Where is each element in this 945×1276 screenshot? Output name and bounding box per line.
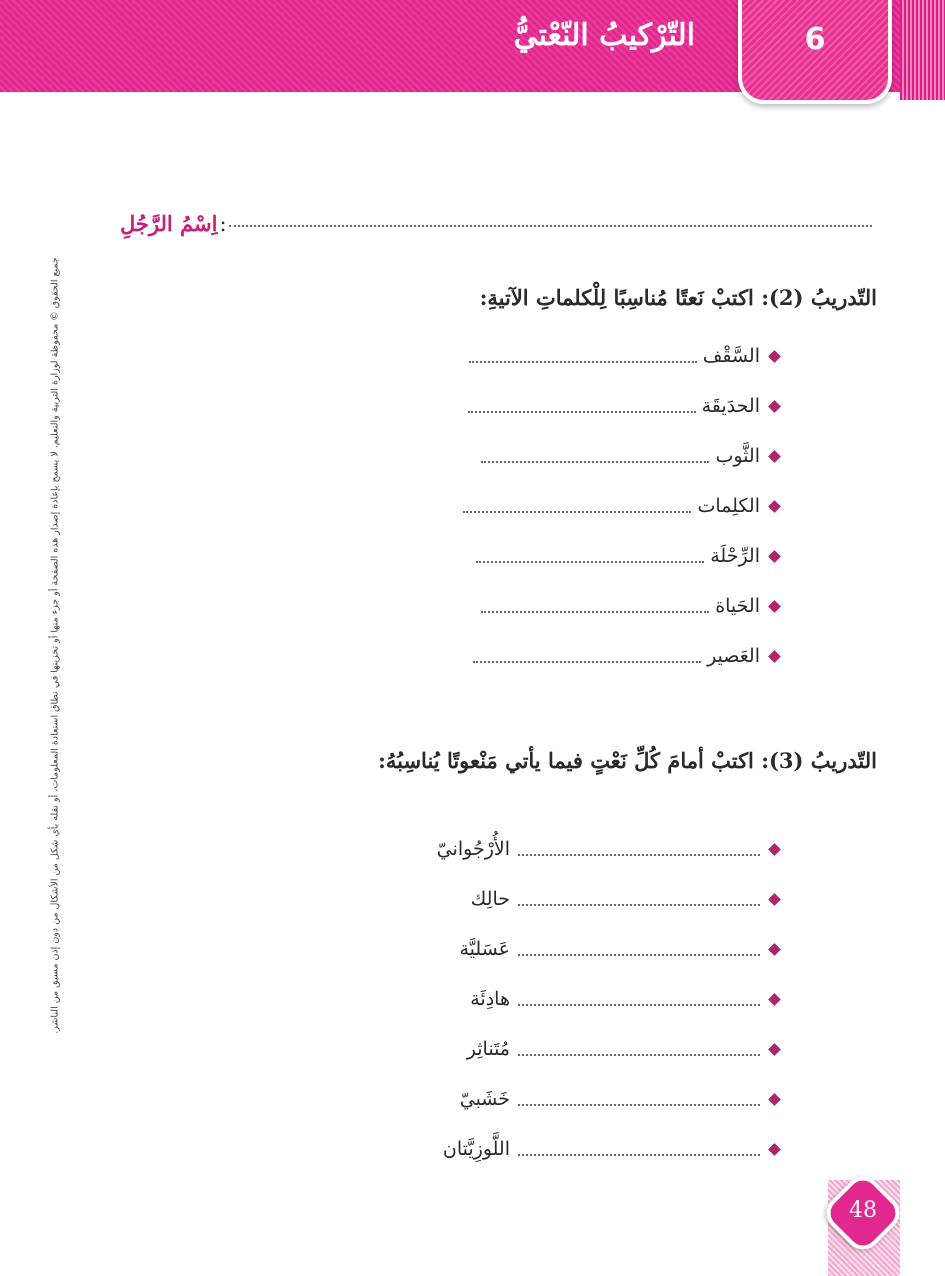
- diamond-bullet-icon: [768, 400, 781, 413]
- list-item: [465, 888, 779, 910]
- answer-line[interactable]: [481, 610, 709, 613]
- answer-line[interactable]: [518, 1003, 760, 1006]
- item-word: عَسَليَّة: [459, 938, 510, 960]
- diamond-bullet-icon: [768, 450, 781, 463]
- lesson-number: 6: [804, 22, 826, 57]
- answer-line[interactable]: [518, 853, 760, 856]
- item-word: الحَياة: [715, 595, 760, 617]
- list-item: [431, 838, 779, 860]
- list-item: [454, 938, 780, 960]
- answer-line[interactable]: [518, 1153, 760, 1156]
- diamond-bullet-icon: [768, 943, 781, 956]
- diamond-bullet-icon: [768, 550, 781, 563]
- list-item: [464, 988, 779, 1010]
- answer-line[interactable]: [518, 1053, 760, 1056]
- list-item: [454, 1088, 779, 1110]
- exercise-3-number: التّدريبُ (3):: [761, 748, 877, 773]
- list-item: [468, 395, 779, 417]
- item-word: خَشَبيّ: [459, 1088, 510, 1110]
- exercise-2-heading: [480, 285, 877, 310]
- lesson-number-tab: [738, 0, 892, 104]
- list-item: [481, 445, 779, 467]
- list-item: [473, 645, 779, 667]
- diamond-bullet-icon: [768, 650, 781, 663]
- list-item: [461, 1038, 779, 1060]
- list-item: [469, 345, 779, 367]
- item-word: مُتَناثِر: [466, 1038, 510, 1060]
- answer-line[interactable]: [468, 410, 696, 413]
- item-word: اللَّوزِيَّتان: [442, 1138, 510, 1160]
- list-item: [463, 495, 779, 517]
- exercise-3-instruction: اكتبْ أمامَ كُلِّ نَعْتٍ فيما يأتي مَنْعوتًا يُناسِبُهُ:: [378, 748, 762, 773]
- page-number: 48: [849, 1198, 877, 1223]
- list-item: [476, 545, 779, 567]
- name-field-row: [120, 200, 880, 236]
- diamond-bullet-icon: [768, 600, 781, 613]
- item-word: الكلِمات: [697, 495, 760, 517]
- answer-line[interactable]: [518, 953, 760, 956]
- diamond-bullet-icon: [768, 843, 781, 856]
- copyright-notice: جميع الحقوق © محفوظة لوزارة التربية والتعليم. لا يسمح بإعادة إصدار هذه الصفحة أو جزء منها أو تخزينها في نطاق استعادة المعلومات، أو نقله بأي شكل من الأشكال من دون إذن مسبق من الناشر.: [49, 257, 61, 1034]
- list-item: [481, 595, 779, 617]
- diamond-bullet-icon: [768, 1093, 781, 1106]
- corner-decoration: [900, 0, 945, 100]
- diamond-bullet-icon: [768, 1043, 781, 1056]
- diamond-bullet-icon: [768, 893, 781, 906]
- item-word: هادِئَة: [470, 988, 510, 1010]
- answer-line[interactable]: [469, 360, 697, 363]
- diamond-bullet-icon: [768, 500, 781, 513]
- item-word: العَصير: [707, 645, 760, 667]
- item-word: الرِّحْلَة: [710, 545, 760, 567]
- answer-line[interactable]: [481, 460, 709, 463]
- answer-line[interactable]: [518, 1103, 760, 1106]
- diamond-bullet-icon: [768, 1143, 781, 1156]
- lesson-title: التّرْكيبُ النّعْتيُّ: [513, 18, 695, 53]
- item-word: الثَّوب: [715, 445, 760, 467]
- item-word: الأُرْجُوانيّ: [436, 838, 510, 860]
- name-answer-line[interactable]: [229, 225, 872, 227]
- answer-line[interactable]: [476, 560, 704, 563]
- list-item: [437, 1138, 779, 1160]
- item-word: الحدَيقَة: [701, 395, 760, 417]
- item-word: السَّقْف: [702, 345, 760, 367]
- name-colon: :: [219, 212, 227, 236]
- exercise-2-instruction: اكتبْ نَعتًا مُناسِبًا لِلْكلماتِ الآتيةِ:: [479, 285, 762, 310]
- answer-line[interactable]: [473, 660, 701, 663]
- name-label: اِسْمُ الرَّجُلِ: [120, 211, 218, 236]
- item-word: حالِك: [470, 888, 510, 910]
- exercise-2-number: التّدريبُ (2):: [761, 285, 877, 310]
- diamond-bullet-icon: [768, 993, 781, 1006]
- answer-line[interactable]: [463, 510, 691, 513]
- exercise-3-heading: [378, 748, 877, 773]
- answer-line[interactable]: [518, 903, 760, 906]
- diamond-bullet-icon: [768, 350, 781, 363]
